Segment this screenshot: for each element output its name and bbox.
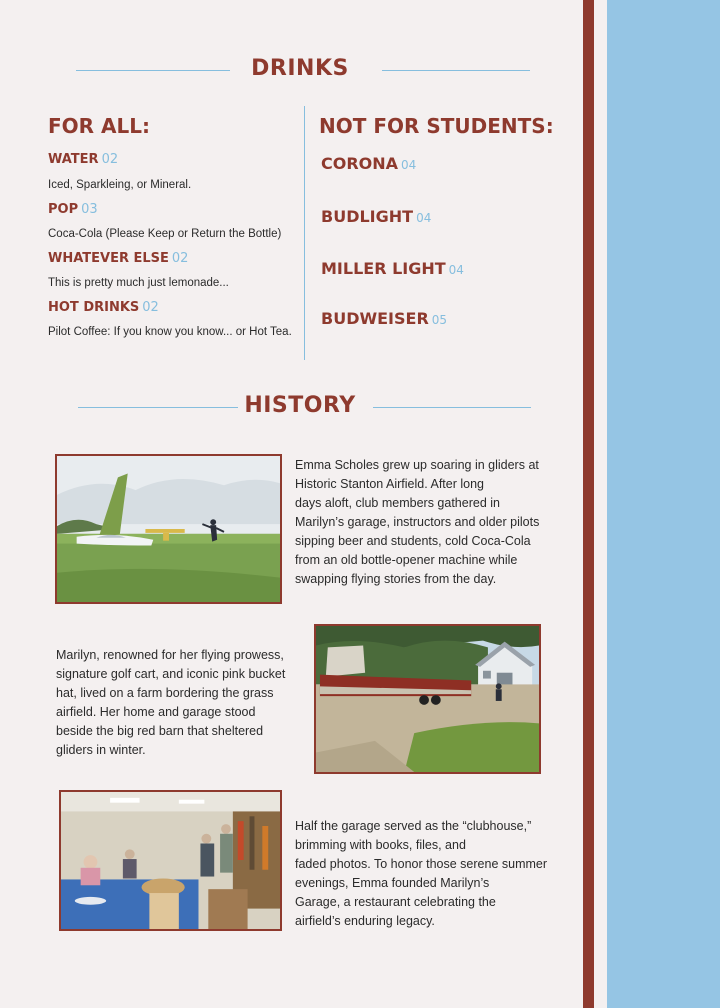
- story-line: Historic Stanton Airfield. After long: [295, 477, 484, 491]
- story-line: signature golf cart, and iconic pink bucket: [56, 667, 286, 681]
- menu-item-water: [48, 152, 118, 167]
- history-story-2: [56, 646, 306, 760]
- menu-item-budweiser: [321, 309, 447, 328]
- item-name: BUDLIGHT: [321, 207, 414, 226]
- item-price: 04: [448, 263, 464, 277]
- item-name: CORONA: [321, 154, 399, 173]
- menu-item-whatever-else: [48, 251, 188, 266]
- story-line: airfield. Her home and garage stood: [56, 705, 256, 719]
- story-line: airfield’s enduring legacy.: [295, 914, 435, 928]
- story-line: beside the big red barn that sheltered: [56, 724, 264, 738]
- item-name: WATER: [48, 152, 99, 167]
- story-line: swapping flying stories from the day.: [295, 572, 497, 586]
- story-line: from an old bottle-opener machine while: [295, 553, 518, 567]
- story-line: Marilyn’s garage, instructors and older pilots: [295, 515, 540, 529]
- history-story-3: [295, 817, 565, 931]
- menu-item-hot-drinks: [48, 300, 159, 315]
- clubhouse-interior-photo: [59, 790, 282, 931]
- story-line: sipping beer and students, cold Coca-Cola: [295, 534, 531, 548]
- glider-trailer-photo: [314, 624, 541, 774]
- for-all-heading: FOR ALL:: [48, 114, 150, 138]
- story-line: Emma Scholes grew up soaring in gliders at: [295, 458, 539, 472]
- item-price: 02: [142, 300, 159, 315]
- item-name: HOT DRINKS: [48, 300, 140, 315]
- column-divider: [304, 106, 305, 360]
- story-line: Garage, a restaurant celebrating the: [295, 895, 496, 909]
- story-line: Half the garage served as the “clubhouse,”: [295, 819, 532, 833]
- history-story-1: [295, 456, 565, 589]
- item-description: Pilot Coffee: If you know you know... or Hot Tea.: [48, 326, 292, 338]
- menu-item-miller-light: [321, 259, 464, 278]
- menu-item-budlight: [321, 207, 431, 226]
- item-name: WHATEVER ELSE: [48, 251, 169, 266]
- side-stripe-red: [583, 0, 594, 1008]
- story-line: days aloft, club members gathered in: [295, 496, 500, 510]
- item-price: 04: [401, 158, 417, 172]
- not-for-students-heading: NOT FOR STUDENTS:: [319, 114, 554, 138]
- item-name: MILLER LIGHT: [321, 259, 446, 278]
- story-line: faded photos. To honor those serene summer: [295, 857, 548, 871]
- glider-field-photo: [55, 454, 282, 604]
- menu-item-pop: [48, 202, 98, 217]
- item-price: 04: [416, 211, 432, 225]
- drinks-title: DRINKS: [251, 56, 349, 81]
- item-price: 02: [171, 251, 189, 266]
- item-description: Iced, Sparkleing, or Mineral.: [48, 179, 192, 191]
- drinks-header: [40, 56, 560, 86]
- item-name: POP: [48, 202, 79, 217]
- item-name: BUDWEISER: [321, 309, 429, 328]
- item-description: This is pretty much just lemonade...: [48, 277, 229, 289]
- item-description: Coca-Cola (Please Keep or Return the Bottle): [48, 228, 282, 240]
- story-line: hat, lived on a farm bordering the grass: [56, 686, 274, 700]
- item-price: 05: [431, 313, 448, 327]
- side-stripe-blue: [607, 0, 720, 1008]
- story-line: evenings, Emma founded Marilyn’s: [295, 876, 490, 890]
- story-line: gliders in winter.: [56, 743, 146, 757]
- menu-item-corona: [321, 154, 416, 173]
- history-header: [40, 393, 560, 423]
- story-line: Marilyn, renowned for her flying prowess,: [56, 648, 284, 662]
- history-title: HISTORY: [244, 393, 356, 418]
- item-price: 03: [81, 202, 98, 217]
- story-line: brimming with books, files, and: [295, 838, 466, 852]
- item-price: 02: [101, 152, 119, 167]
